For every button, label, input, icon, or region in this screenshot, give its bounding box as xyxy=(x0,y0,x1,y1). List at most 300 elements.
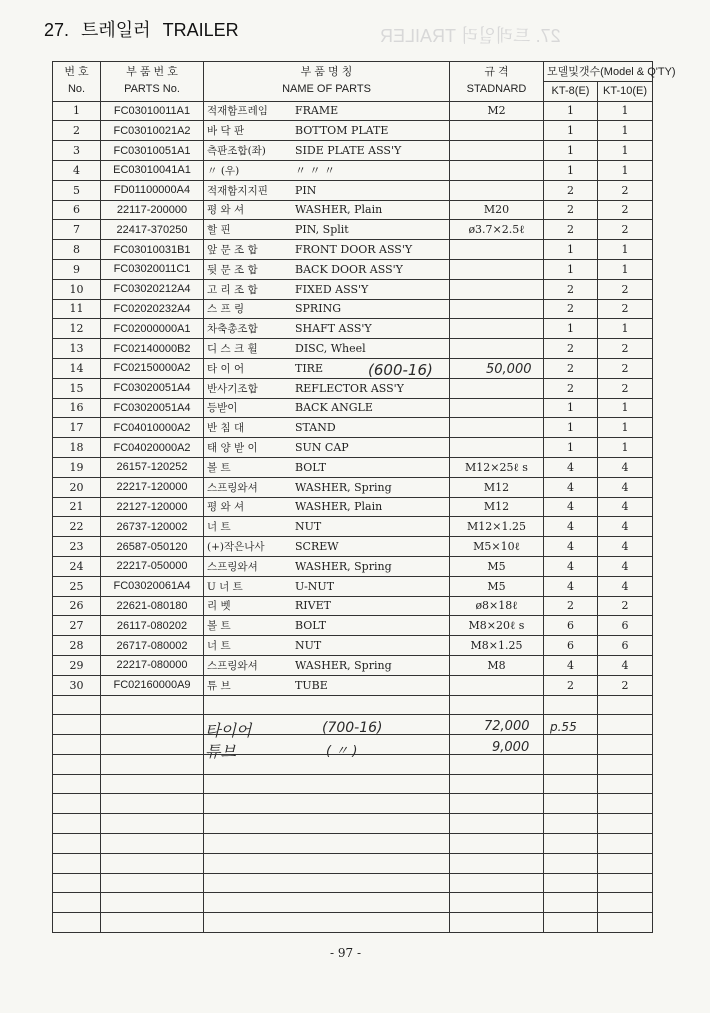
row-name xyxy=(204,576,450,596)
row-qty-kt10: 2 xyxy=(598,279,653,299)
row-name-english: FRONT DOOR ASS'Y xyxy=(295,243,413,257)
table-row xyxy=(53,576,653,596)
row-standard xyxy=(450,141,544,161)
row-no: 28 xyxy=(53,636,101,656)
row-name xyxy=(204,180,450,200)
handwritten-note-tire-price: 72,000 xyxy=(484,719,530,734)
handwritten-tire-price: 50,000 xyxy=(486,362,532,377)
row-name xyxy=(204,141,450,161)
row-name-english: WASHER, Plain xyxy=(295,203,383,217)
row-standard: M5 xyxy=(450,576,544,596)
row-parts-no: 22117-200000 xyxy=(101,200,204,220)
row-name-english: BOTTOM PLATE xyxy=(295,124,389,138)
row-name-english: STAND xyxy=(295,421,336,435)
table-row xyxy=(53,279,653,299)
row-name-english: SCREW xyxy=(295,540,339,554)
table-row xyxy=(53,378,653,398)
row-name-korean: (+)작은나사 xyxy=(207,541,265,554)
row-name-korean: 볼 트 xyxy=(207,461,231,474)
row-no: 15 xyxy=(53,378,101,398)
table-row xyxy=(53,160,653,180)
row-name xyxy=(204,418,450,438)
row-no: 8 xyxy=(53,240,101,260)
header-no: 번 호 No. xyxy=(53,62,101,102)
row-name xyxy=(204,259,450,279)
row-standard xyxy=(450,438,544,458)
table-row xyxy=(53,240,653,260)
row-name-korean: 평 와 셔 xyxy=(207,204,245,217)
row-standard xyxy=(450,160,544,180)
row-parts-no: FC03020212A4 xyxy=(101,279,204,299)
row-name-korean: 적재함프레임 xyxy=(207,105,268,118)
handwritten-note-tube: 튜브 xyxy=(205,742,236,761)
row-name xyxy=(204,596,450,616)
header-name-of-parts: 부 품 명 칭 NAME OF PARTS xyxy=(204,62,450,102)
row-qty-kt8: 2 xyxy=(544,675,598,695)
row-qty-kt10: 2 xyxy=(598,378,653,398)
row-no: 1 xyxy=(53,101,101,121)
row-parts-no: FC03020061A4 xyxy=(101,576,204,596)
table-row xyxy=(53,537,653,557)
row-qty-kt8: 1 xyxy=(544,319,598,339)
row-qty-kt8: 1 xyxy=(544,418,598,438)
row-qty-kt10: 6 xyxy=(598,616,653,636)
row-qty-kt8: 4 xyxy=(544,556,598,576)
row-qty-kt8: 2 xyxy=(544,358,598,378)
row-qty-kt8: 2 xyxy=(544,200,598,220)
row-qty-kt8: 1 xyxy=(544,160,598,180)
row-name-korean: 타 이 어 xyxy=(207,362,245,375)
table-row xyxy=(53,200,653,220)
row-name-english: 〃 〃 〃 xyxy=(295,164,335,178)
row-name-english: BACK ANGLE xyxy=(295,401,373,415)
row-parts-no: FC03010031B1 xyxy=(101,240,204,260)
row-name xyxy=(204,398,450,418)
row-name-korean: 측판조합(좌) xyxy=(207,145,266,158)
row-name-korean: 〃 (우) xyxy=(207,165,240,178)
row-qty-kt10: 2 xyxy=(598,596,653,616)
row-qty-kt10: 4 xyxy=(598,457,653,477)
row-qty-kt10: 6 xyxy=(598,636,653,656)
row-name-english: RIVET xyxy=(295,599,331,613)
row-standard: M12×1.25 xyxy=(450,517,544,537)
row-name-english: BOLT xyxy=(295,619,327,633)
row-parts-no: 26717-080002 xyxy=(101,636,204,656)
row-parts-no: 22217-050000 xyxy=(101,556,204,576)
row-qty-kt8: 2 xyxy=(544,299,598,319)
row-name-korean: 스프링와셔 xyxy=(207,659,258,672)
table-row xyxy=(53,299,653,319)
row-no: 11 xyxy=(53,299,101,319)
table-row xyxy=(53,655,653,675)
row-name-english: PIN xyxy=(295,183,317,197)
row-qty-kt10: 2 xyxy=(598,180,653,200)
table-row xyxy=(53,319,653,339)
row-qty-kt8: 4 xyxy=(544,655,598,675)
row-parts-no: FD01100000A4 xyxy=(101,180,204,200)
row-qty-kt8: 4 xyxy=(544,537,598,557)
row-name-english: FRAME xyxy=(295,104,339,118)
table-row xyxy=(53,497,653,517)
table-row xyxy=(53,457,653,477)
row-name-english: FIXED ASS'Y xyxy=(295,282,369,296)
row-name xyxy=(204,101,450,121)
row-qty-kt8: 1 xyxy=(544,398,598,418)
row-qty-kt10: 4 xyxy=(598,477,653,497)
row-no: 9 xyxy=(53,259,101,279)
row-name-korean: 적재함지지핀 xyxy=(207,184,268,197)
row-standard: M12 xyxy=(450,477,544,497)
row-parts-no: 26737-120002 xyxy=(101,517,204,537)
row-parts-no: FC03020051A4 xyxy=(101,398,204,418)
row-no: 5 xyxy=(53,180,101,200)
row-no: 3 xyxy=(53,141,101,161)
row-no: 26 xyxy=(53,596,101,616)
row-name xyxy=(204,378,450,398)
row-qty-kt8: 4 xyxy=(544,477,598,497)
row-name xyxy=(204,537,450,557)
row-name xyxy=(204,438,450,458)
row-name-english: NUT xyxy=(295,639,322,652)
header-model-qty: 모델및갯수(Model & Q'TY) xyxy=(544,62,653,82)
row-parts-no: FC03010021A2 xyxy=(101,121,204,141)
row-name-korean: 볼 트 xyxy=(207,620,231,633)
row-qty-kt10: 4 xyxy=(598,497,653,517)
row-standard xyxy=(450,180,544,200)
handwritten-note-page: p.55 xyxy=(550,720,577,734)
table-row xyxy=(53,438,653,458)
row-no: 22 xyxy=(53,517,101,537)
row-qty-kt8: 6 xyxy=(544,616,598,636)
row-qty-kt8: 1 xyxy=(544,259,598,279)
row-no: 2 xyxy=(53,121,101,141)
row-name-english: SHAFT ASS'Y xyxy=(295,322,372,336)
title-number: 27. xyxy=(44,20,70,40)
row-qty-kt10: 4 xyxy=(598,537,653,557)
row-standard xyxy=(450,299,544,319)
row-parts-no: EC03010041A1 xyxy=(101,160,204,180)
table-row xyxy=(53,636,653,656)
table-row xyxy=(53,259,653,279)
row-name xyxy=(204,675,450,695)
row-qty-kt10: 1 xyxy=(598,141,653,161)
row-name-korean: 등받이 xyxy=(207,402,238,415)
row-name xyxy=(204,240,450,260)
row-no: 24 xyxy=(53,556,101,576)
row-qty-kt10: 4 xyxy=(598,576,653,596)
header-standard: 규 격 STADNARD xyxy=(450,62,544,102)
row-qty-kt8: 1 xyxy=(544,240,598,260)
row-parts-no: 26117-080202 xyxy=(101,616,204,636)
row-name xyxy=(204,457,450,477)
header-kt10: KT-10(E) xyxy=(598,81,653,101)
row-parts-no: 22417-370250 xyxy=(101,220,204,240)
handwritten-note-tire: 타이어 xyxy=(205,721,252,740)
row-qty-kt10: 1 xyxy=(598,398,653,418)
row-name xyxy=(204,160,450,180)
row-parts-no: FC02000000A1 xyxy=(101,319,204,339)
table-row xyxy=(53,596,653,616)
header-kt8: KT-8(E) xyxy=(544,81,598,101)
row-standard: M5 xyxy=(450,556,544,576)
row-qty-kt8: 6 xyxy=(544,636,598,656)
title-english: TRAILER xyxy=(162,20,239,40)
row-standard xyxy=(450,378,544,398)
row-qty-kt10: 1 xyxy=(598,160,653,180)
row-name-korean: 반 침 대 xyxy=(207,422,245,435)
parts-table-body xyxy=(53,101,653,932)
row-standard xyxy=(450,675,544,695)
row-name-english: PIN, Split xyxy=(295,223,349,237)
table-row xyxy=(53,180,653,200)
row-qty-kt8: 2 xyxy=(544,339,598,359)
row-no: 13 xyxy=(53,339,101,359)
row-name xyxy=(204,477,450,497)
empty-row xyxy=(53,893,653,913)
row-no: 10 xyxy=(53,279,101,299)
empty-row xyxy=(53,814,653,834)
row-qty-kt8: 2 xyxy=(544,378,598,398)
header-parts-no: 부 품 번 호 PARTS No. xyxy=(101,62,204,102)
row-no: 12 xyxy=(53,319,101,339)
row-no: 7 xyxy=(53,220,101,240)
row-parts-no: FC03010011A1 xyxy=(101,101,204,121)
row-no: 21 xyxy=(53,497,101,517)
row-name-korean: 반사기조합 xyxy=(207,382,258,395)
row-parts-no: 22217-120000 xyxy=(101,477,204,497)
row-parts-no: 22621-080180 xyxy=(101,596,204,616)
row-qty-kt8: 4 xyxy=(544,497,598,517)
row-standard: ø8×18ℓ xyxy=(450,596,544,616)
table-row xyxy=(53,616,653,636)
row-no: 23 xyxy=(53,537,101,557)
row-qty-kt8: 4 xyxy=(544,517,598,537)
row-name-english: SUN CAP xyxy=(295,441,349,455)
empty-row xyxy=(53,695,653,715)
table-row xyxy=(53,675,653,695)
row-name xyxy=(204,497,450,517)
empty-row xyxy=(53,873,653,893)
row-name xyxy=(204,279,450,299)
table-row xyxy=(53,101,653,121)
row-name xyxy=(204,556,450,576)
page-title xyxy=(44,16,251,42)
row-qty-kt10: 1 xyxy=(598,121,653,141)
row-name-korean: 할 핀 xyxy=(207,224,231,237)
handwritten-note-tube-price: 9,000 xyxy=(492,740,530,755)
row-name-english: BACK DOOR ASS'Y xyxy=(295,262,403,276)
row-parts-no: FC04020000A2 xyxy=(101,438,204,458)
row-name-korean: 리 벳 xyxy=(207,600,231,613)
empty-row xyxy=(53,913,653,933)
row-qty-kt8: 2 xyxy=(544,279,598,299)
row-qty-kt10: 1 xyxy=(598,319,653,339)
row-standard xyxy=(450,339,544,359)
row-qty-kt10: 1 xyxy=(598,418,653,438)
row-parts-no: FC02150000A2 xyxy=(101,358,204,378)
row-qty-kt10: 4 xyxy=(598,517,653,537)
row-name-korean: U 너 트 xyxy=(207,580,243,593)
row-qty-kt8: 1 xyxy=(544,101,598,121)
row-qty-kt8: 1 xyxy=(544,438,598,458)
table-row xyxy=(53,517,653,537)
row-no: 18 xyxy=(53,438,101,458)
row-name xyxy=(204,299,450,319)
row-name xyxy=(204,616,450,636)
row-qty-kt10: 1 xyxy=(598,438,653,458)
empty-row xyxy=(53,794,653,814)
row-qty-kt8: 4 xyxy=(544,457,598,477)
table-row xyxy=(53,358,653,378)
row-parts-no: FC03020011C1 xyxy=(101,259,204,279)
row-standard: M5×10ℓ xyxy=(450,537,544,557)
row-standard xyxy=(450,418,544,438)
handwritten-tire-size: (600-16) xyxy=(368,361,433,379)
row-standard xyxy=(450,398,544,418)
row-qty-kt10: 4 xyxy=(598,556,653,576)
row-qty-kt8: 1 xyxy=(544,121,598,141)
row-no: 30 xyxy=(53,675,101,695)
row-name xyxy=(204,339,450,359)
handwritten-note-tire-size: (700-16) xyxy=(322,720,383,736)
parts-table xyxy=(52,61,676,933)
table-row xyxy=(53,339,653,359)
row-name-english: TIRE xyxy=(295,361,323,375)
row-name-english: U-NUT xyxy=(295,579,335,593)
table-row xyxy=(53,556,653,576)
row-qty-kt8: 4 xyxy=(544,576,598,596)
row-name xyxy=(204,121,450,141)
row-name-english: WASHER, Spring xyxy=(295,658,392,672)
row-standard: M2 xyxy=(450,101,544,121)
row-standard xyxy=(450,279,544,299)
row-no: 20 xyxy=(53,477,101,497)
bleed-through-text: 27. 트레일러 TRAILER xyxy=(380,26,561,46)
row-parts-no: 26157-120252 xyxy=(101,457,204,477)
row-name-english: WASHER, Spring xyxy=(295,480,392,494)
row-qty-kt8: 2 xyxy=(544,220,598,240)
row-name xyxy=(204,220,450,240)
row-name xyxy=(204,636,450,656)
handwritten-note-tube-size: ( 〃 ) xyxy=(326,744,358,759)
row-name-korean: 바 닥 판 xyxy=(207,125,245,138)
row-parts-no: 22217-080000 xyxy=(101,655,204,675)
row-parts-no: FC02140000B2 xyxy=(101,339,204,359)
row-name-english: REFLECTOR ASS'Y xyxy=(295,381,404,395)
row-no: 19 xyxy=(53,457,101,477)
table-row xyxy=(53,121,653,141)
row-name-korean: 차축총조합 xyxy=(207,323,258,336)
row-name xyxy=(204,200,450,220)
row-name-korean: 디 스 크 휠 xyxy=(207,343,258,356)
row-name-korean: 앞 문 조 합 xyxy=(207,244,258,257)
row-name-english: SPRING xyxy=(295,302,341,316)
row-name-korean: 튜 브 xyxy=(207,679,231,692)
row-qty-kt10: 2 xyxy=(598,675,653,695)
row-qty-kt10: 2 xyxy=(598,299,653,319)
table-row xyxy=(53,220,653,240)
row-name-english: WASHER, Spring xyxy=(295,559,392,573)
row-qty-kt10: 2 xyxy=(598,358,653,378)
row-name-english: SIDE PLATE ASS'Y xyxy=(295,144,402,158)
row-parts-no: FC04010000A2 xyxy=(101,418,204,438)
row-parts-no: 26587-050120 xyxy=(101,537,204,557)
row-qty-kt10: 4 xyxy=(598,655,653,675)
row-name-korean: 스프링와셔 xyxy=(207,481,258,494)
row-no: 29 xyxy=(53,655,101,675)
row-standard xyxy=(450,319,544,339)
empty-row xyxy=(53,853,653,873)
row-standard: M8 xyxy=(450,655,544,675)
row-parts-no: FC03010051A1 xyxy=(101,141,204,161)
row-standard xyxy=(450,259,544,279)
page-number: - 97 - xyxy=(330,946,362,960)
table-row xyxy=(53,477,653,497)
row-name-korean: 너 트 xyxy=(207,521,231,534)
row-standard: M12×25ℓ s xyxy=(450,457,544,477)
row-name-english: NUT xyxy=(295,520,322,534)
row-no: 14 xyxy=(53,358,101,378)
row-standard: M12 xyxy=(450,497,544,517)
title-korean: 트레일러 xyxy=(81,20,151,40)
row-no: 16 xyxy=(53,398,101,418)
row-qty-kt8: 2 xyxy=(544,596,598,616)
table-row xyxy=(53,141,653,161)
row-name-english: BOLT xyxy=(295,460,327,474)
row-standard: M8×20ℓ s xyxy=(450,616,544,636)
row-qty-kt8: 2 xyxy=(544,180,598,200)
row-name-korean: 평 와 셔 xyxy=(207,501,245,514)
row-standard: M8×1.25 xyxy=(450,636,544,656)
row-name xyxy=(204,517,450,537)
row-name-korean: 뒷 문 조 합 xyxy=(207,263,258,276)
row-standard: ø3.7×2.5ℓ xyxy=(450,220,544,240)
row-standard xyxy=(450,121,544,141)
row-qty-kt10: 1 xyxy=(598,259,653,279)
row-qty-kt10: 2 xyxy=(598,220,653,240)
row-name-korean: 스프링와셔 xyxy=(207,560,258,573)
row-name xyxy=(204,319,450,339)
row-name-korean: 너 트 xyxy=(207,640,231,652)
row-parts-no: 22127-120000 xyxy=(101,497,204,517)
row-standard xyxy=(450,240,544,260)
row-no: 17 xyxy=(53,418,101,438)
row-name-korean: 고 리 조 합 xyxy=(207,283,258,296)
empty-row xyxy=(53,834,653,854)
row-name-korean: 스 프 링 xyxy=(207,303,245,316)
row-parts-no: FC02160000A9 xyxy=(101,675,204,695)
row-parts-no: FC02020232A4 xyxy=(101,299,204,319)
row-no: 27 xyxy=(53,616,101,636)
row-standard: M20 xyxy=(450,200,544,220)
row-name-english: WASHER, Plain xyxy=(295,500,383,514)
row-no: 25 xyxy=(53,576,101,596)
row-no: 4 xyxy=(53,160,101,180)
row-name-english: TUBE xyxy=(295,678,328,692)
row-qty-kt10: 1 xyxy=(598,101,653,121)
empty-row xyxy=(53,774,653,794)
row-qty-kt8: 1 xyxy=(544,141,598,161)
row-qty-kt10: 1 xyxy=(598,240,653,260)
row-name-english: DISC, Wheel xyxy=(295,342,366,356)
row-parts-no: FC03020051A4 xyxy=(101,378,204,398)
table-row xyxy=(53,398,653,418)
row-name-korean: 태 양 받 이 xyxy=(207,442,258,455)
row-name xyxy=(204,655,450,675)
row-qty-kt10: 2 xyxy=(598,339,653,359)
table-row xyxy=(53,418,653,438)
row-no: 6 xyxy=(53,200,101,220)
